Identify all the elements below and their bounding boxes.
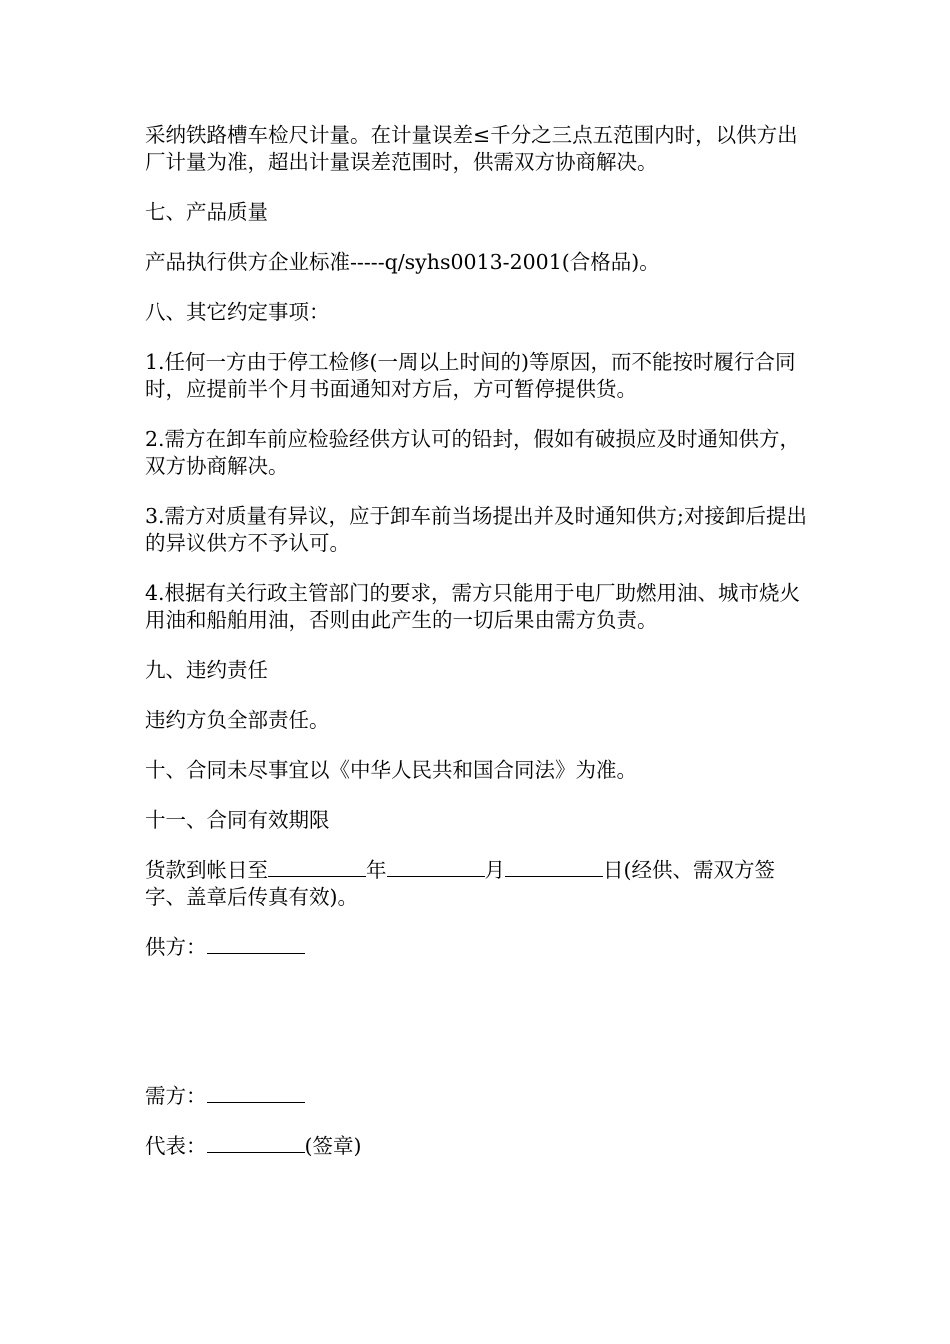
validity-date-blank — [505, 857, 603, 877]
heading-breach-liability: 九、违约责任 — [145, 658, 268, 682]
signature-spacing — [145, 984, 810, 1083]
paragraph-term-4: 4.根据有关行政主管部门的要求，需方只能用于电厂助燃用油、城市烧火用油和船舶用油，否则由此产生的一切后果由需方负责。 — [145, 581, 801, 632]
paragraph-metering: 采纳铁路槽车检尺计量。在计量误差≤千分之三点五范围内时，以供方出厂计量为准，超出计量误差范围时，供需双方协商解决。 — [145, 123, 798, 174]
paragraph-contract-law: 十、合同未尽事宜以《中华人民共和国合同法》为准。 — [145, 758, 637, 782]
paragraph-validity-period — [145, 857, 810, 911]
seal-note: (签章) — [304, 1134, 362, 1158]
validity-year-label: 年 — [366, 858, 387, 882]
paragraph-breach-liability: 违约方负全部责任。 — [145, 708, 330, 732]
validity-day-blank — [268, 857, 366, 877]
validity-month-label: 月 — [484, 858, 505, 882]
paragraph-quality-standard: 产品执行供方企业标准-----q/syhs0013-2001(合格品)。 — [145, 250, 660, 274]
document-body — [145, 122, 810, 1183]
supplier-blank — [207, 934, 305, 954]
buyer-signature-line — [145, 1083, 810, 1110]
buyer-label: 需方： — [145, 1084, 207, 1108]
supplier-signature-line — [145, 934, 810, 961]
validity-month-blank — [387, 857, 485, 877]
heading-validity-period: 十一、合同有效期限 — [145, 808, 330, 832]
representative-label: 代表： — [145, 1134, 207, 1158]
supplier-label: 供方： — [145, 935, 207, 959]
validity-prefix: 货款到帐日至 — [145, 858, 268, 882]
heading-product-quality: 七、产品质量 — [145, 200, 268, 224]
paragraph-term-1: 1.任何一方由于停工检修(一周以上时间的)等原因，而不能按时履行合同时，应提前半个月书面通知对方后，方可暂停提供货。 — [145, 350, 796, 401]
paragraph-term-2: 2.需方在卸车前应检验经供方认可的铅封，假如有破损应及时通知供方，双方协商解决。 — [145, 427, 801, 478]
paragraph-term-3: 3.需方对质量有异议，应于卸车前当场提出并及时通知供方;对接卸后提出的异议供方不予认可。 — [145, 504, 807, 555]
representative-blank — [207, 1133, 305, 1153]
buyer-blank — [207, 1083, 305, 1103]
validity-suffix: 日(经供、需双方签字、盖章后传真有效)。 — [145, 858, 775, 909]
heading-other-terms: 八、其它约定事项： — [145, 300, 330, 324]
representative-signature-line — [145, 1133, 810, 1160]
